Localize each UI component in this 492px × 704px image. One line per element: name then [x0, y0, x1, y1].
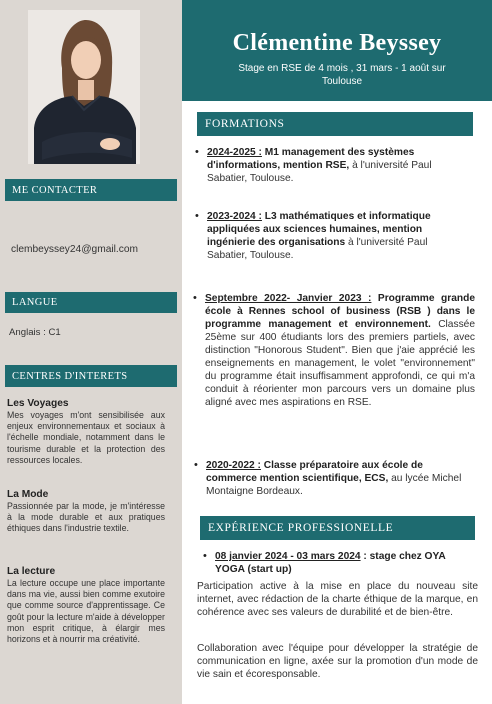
formation-school: à l'université Paul Sabatier, Toulouse.: [207, 159, 432, 184]
formation-date: 2024-2025 :: [207, 147, 262, 158]
formation-item: [194, 459, 474, 499]
interet-item-mode: [7, 489, 165, 535]
formation-item: [193, 292, 475, 410]
formation-date: Septembre 2022- Janvier 2023 :: [205, 293, 372, 304]
experience-section-title: EXPÉRIENCE PROFESSIONELLE: [200, 516, 475, 540]
formation-program: Programme grande école à Rennes school of business (RSB ) dans le programme management et environnement.: [205, 293, 475, 330]
formations-section-title: FORMATIONS: [197, 112, 473, 136]
bullet-icon: •: [195, 210, 199, 222]
formation-program: L3 mathématiques et informatique appliquées aux sciences humaines, mention ingénierie des organisations: [207, 211, 431, 248]
interet-item-lecture: [7, 566, 165, 645]
interet-desc: Passionnée par la mode, je m'intéresse à la mode durable et aux pratiques éthiques dans l'industrie textile.: [7, 501, 165, 534]
bullet-icon: •: [195, 146, 199, 158]
formation-program: Classe préparatoire aux école de commerce mention scientifique, ECS,: [206, 460, 423, 484]
candidate-name: Clémentine Beyssey: [232, 30, 442, 56]
formation-description: Classée 25ème sur 400 étudiants lors des premiers partiels, avec distinction "Honorous Student". Bien que j'aie apprécié les enseignements en management, le volet "environnement" du programme était insuffisamment approfondi, ce qui m'a conduit à réorienter mon parcours vers un domaine plus aligné avec mes aspirations en RSE.: [205, 318, 475, 408]
contact-section-title: ME CONTACTER: [5, 179, 177, 201]
experience-company: : stage chez OYA YOGA (start up): [215, 551, 446, 575]
experience-date: 08 janvier 2024 - 03 mars 2024: [215, 551, 361, 562]
interet-title: La Mode: [7, 489, 49, 500]
interet-desc: La lecture occupe une place importante dans ma vie, aussi bien comme exutoire que comme source d'apprentissage. Ce goût pour la lecture m'aide à développer mon esprit critique, à élargir mes horizons et à nourrir ma créativité.: [7, 578, 165, 644]
bullet-icon: •: [194, 459, 198, 471]
interets-section-title: CENTRES D'INTERETS: [5, 365, 177, 387]
formation-item: [195, 146, 469, 186]
interet-title: La lecture: [7, 566, 56, 577]
sidebar: [0, 0, 182, 704]
formation-school: au lycée Michel Montaigne Bordeaux.: [206, 472, 462, 497]
email-address[interactable]: clembeyssey24@gmail.com: [11, 244, 138, 255]
formation-date: 2023-2024 :: [207, 211, 262, 222]
header-banner: [182, 0, 492, 101]
profile-photo: [28, 10, 140, 164]
interet-title: Les Voyages: [7, 398, 69, 409]
candidate-subtitle: Stage en RSE de 4 mois , 31 mars - 1 août sur Toulouse: [238, 63, 446, 87]
experience-item: [203, 550, 470, 577]
interet-desc: Mes voyages m'ont sensibilisée aux enjeux environnementaux et sociaux à l'échelle mondiale, notamment dans le tourisme durable et la protection des ressources locales.: [7, 410, 165, 465]
interet-item-voyages: [7, 398, 165, 466]
experience-paragraph: Participation active à la mise en place du nouveau site internet, avec rédaction de la charte éthique de la marque, en cohérence avec ses valeurs de durabilité et de bien-être.: [197, 581, 478, 619]
formation-item: [195, 210, 469, 263]
formation-date: 2020-2022 :: [206, 460, 261, 471]
langue-value: Anglais : C1: [9, 327, 61, 338]
experience-paragraph: Collaboration avec l'équipe pour développer la stratégie de communication en ligne, axée sur la promotion d'un mode de vie sain et écoresponsable.: [197, 643, 478, 681]
langue-section-title: LANGUE: [5, 292, 177, 313]
formation-school: à l'université Paul Sabatier, Toulouse.: [207, 236, 428, 261]
bullet-icon: •: [203, 550, 207, 562]
bullet-icon: •: [193, 292, 197, 304]
formation-program: M1 management des systèmes d'informations, mention RSE,: [207, 147, 415, 171]
